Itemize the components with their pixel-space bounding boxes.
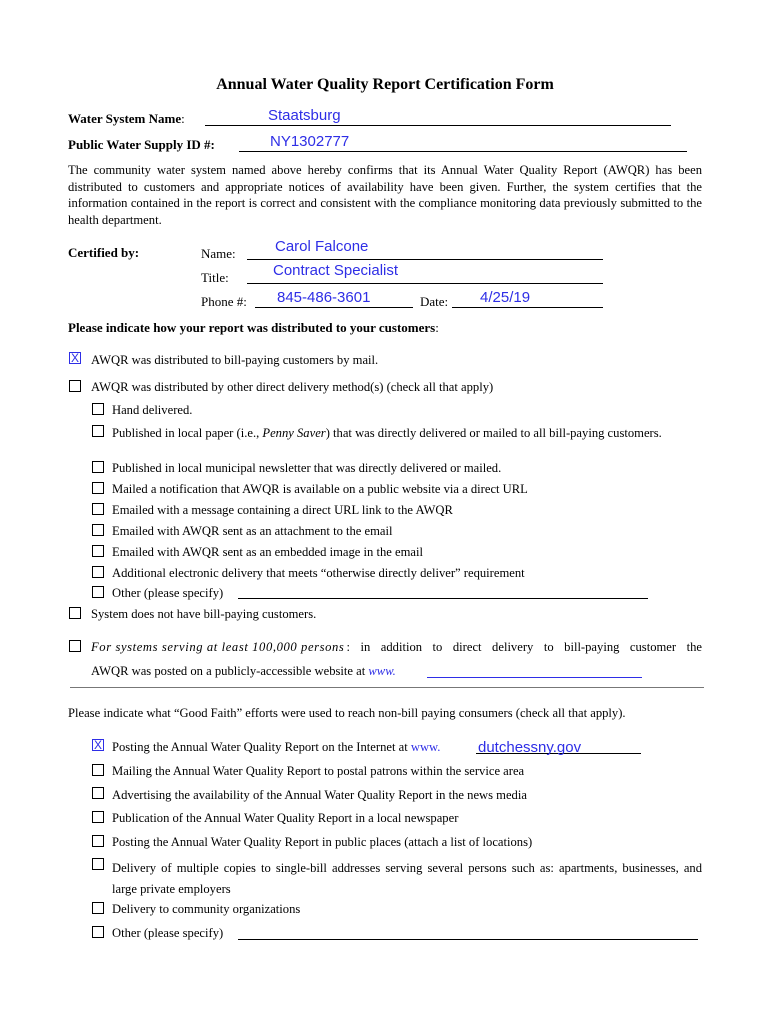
local-paper-checkbox[interactable] xyxy=(92,425,104,437)
advertising-checkbox[interactable] xyxy=(92,787,104,799)
phone-line xyxy=(255,307,413,308)
other-direct-checkbox[interactable] xyxy=(69,380,81,392)
no-bill-paying-label: System does not have bill-paying customers. xyxy=(91,607,317,621)
date-label: Date: xyxy=(420,294,449,309)
date-line xyxy=(452,307,603,308)
large-systems-line1 xyxy=(91,640,702,655)
internet-url-field[interactable]: dutchessny.gov xyxy=(478,739,582,756)
phone-label: Phone #: xyxy=(201,294,247,309)
intro-paragraph: The community water system named above hereby confirms that its Annual Water Quality Report (AWQR) has been distributed to customers and appropriate notices of availability have been given. Further, the system certifies that the information contained in the report is correct and consistent with the compliance monitoring data previously submitted to the health department. xyxy=(68,163,702,227)
pws-id-line xyxy=(239,151,687,152)
email-url-label: Emailed with a message containing a direct URL link to the AWQR xyxy=(112,503,453,517)
internet-checkbox[interactable]: X xyxy=(93,738,102,752)
publication-label: Publication of the Annual Water Quality Report in a local newspaper xyxy=(112,811,459,825)
newsletter-label: Published in local municipal newsletter that was directly delivered or mailed. xyxy=(112,461,502,475)
no-bill-paying-checkbox[interactable] xyxy=(69,607,81,619)
water-system-field[interactable]: Staatsburg xyxy=(268,107,341,124)
other-delivery-label: Other (please specify) xyxy=(112,586,224,600)
name-field[interactable]: Carol Falcone xyxy=(275,238,369,255)
certified-by-label: Certified by: xyxy=(68,245,140,260)
name-line xyxy=(247,259,603,260)
title-field[interactable]: Contract Specialist xyxy=(273,262,399,279)
public-places-checkbox[interactable] xyxy=(92,835,104,847)
email-embedded-checkbox[interactable] xyxy=(92,545,104,557)
newsletter-checkbox[interactable] xyxy=(92,461,104,473)
other-delivery-line[interactable] xyxy=(238,598,648,599)
pws-id-field[interactable]: NY1302777 xyxy=(270,133,350,150)
large-systems-checkbox[interactable] xyxy=(69,640,81,652)
large-systems-line2: AWQR was posted on a publicly-accessible website at www. xyxy=(91,664,396,678)
email-attachment-label: Emailed with AWQR sent as an attachment to the email xyxy=(112,524,393,538)
pws-id-label: Public Water Supply ID #: xyxy=(68,137,215,152)
mailing-checkbox[interactable] xyxy=(92,764,104,776)
community-checkbox[interactable] xyxy=(92,902,104,914)
advertising-label: Advertising the availability of the Annual Water Quality Report in the news media xyxy=(112,788,527,802)
notification-label: Mailed a notification that AWQR is available on a public website via a direct URL xyxy=(112,482,528,496)
water-system-line xyxy=(205,125,671,126)
electronic-delivery-checkbox[interactable] xyxy=(92,566,104,578)
multiple-copies-label: Delivery of multiple copies to single-bill addresses serving several persons such as: apartments, businesses, and large private employers xyxy=(112,861,702,896)
good-faith-other-label: Other (please specify) xyxy=(112,926,224,940)
large-systems-italic: For systems serving at least 100,000 persons xyxy=(91,640,345,654)
phone-field[interactable]: 845-486-3601 xyxy=(277,289,371,306)
title-line xyxy=(247,283,603,284)
distribution-heading: Please indicate how your report was distributed to your customers: xyxy=(68,320,439,335)
publication-checkbox[interactable] xyxy=(92,811,104,823)
name-label: Name: xyxy=(201,246,236,261)
mail-checkbox[interactable]: X xyxy=(70,351,79,365)
notification-checkbox[interactable] xyxy=(92,482,104,494)
section-divider xyxy=(70,687,704,688)
internet-label: Posting the Annual Water Quality Report on the Internet at www. xyxy=(112,740,441,754)
other-direct-label: AWQR was distributed by other direct delivery method(s) (check all that apply) xyxy=(91,380,494,394)
community-label: Delivery to community organizations xyxy=(112,902,301,916)
good-faith-heading: Please indicate what “Good Faith” efforts were used to reach non-bill paying consumers (check all that apply). xyxy=(68,706,626,720)
water-system-label: Water System Name: xyxy=(68,111,185,126)
hand-delivered-checkbox[interactable] xyxy=(92,403,104,415)
large-systems-url-line[interactable] xyxy=(427,677,642,678)
public-places-label: Posting the Annual Water Quality Report in public places (attach a list of locations) xyxy=(112,835,533,849)
date-field[interactable]: 4/25/19 xyxy=(480,289,531,306)
multiple-copies-checkbox[interactable] xyxy=(92,858,104,870)
large-systems-rest: : in addition to direct delivery to bill-paying customer the xyxy=(346,640,702,654)
mailing-label: Mailing the Annual Water Quality Report to postal patrons within the service area xyxy=(112,764,525,778)
email-embedded-label: Emailed with AWQR sent as an embedded image in the email xyxy=(112,545,423,559)
title-label: Title: xyxy=(201,270,229,285)
good-faith-other-line[interactable] xyxy=(238,939,698,940)
email-attachment-checkbox[interactable] xyxy=(92,524,104,536)
mail-label: AWQR was distributed to bill-paying customers by mail. xyxy=(91,353,379,367)
hand-delivered-label: Hand delivered. xyxy=(112,403,193,417)
electronic-delivery-label: Additional electronic delivery that meets “otherwise directly deliver” requirement xyxy=(112,566,525,580)
form-title: Annual Water Quality Report Certification Form xyxy=(216,76,554,93)
good-faith-other-checkbox[interactable] xyxy=(92,926,104,938)
other-delivery-checkbox[interactable] xyxy=(92,586,104,598)
email-url-checkbox[interactable] xyxy=(92,503,104,515)
local-paper-label: Published in local paper (i.e., Penny Saver) that was directly delivered or mailed to all bill-paying customers. xyxy=(112,426,662,440)
